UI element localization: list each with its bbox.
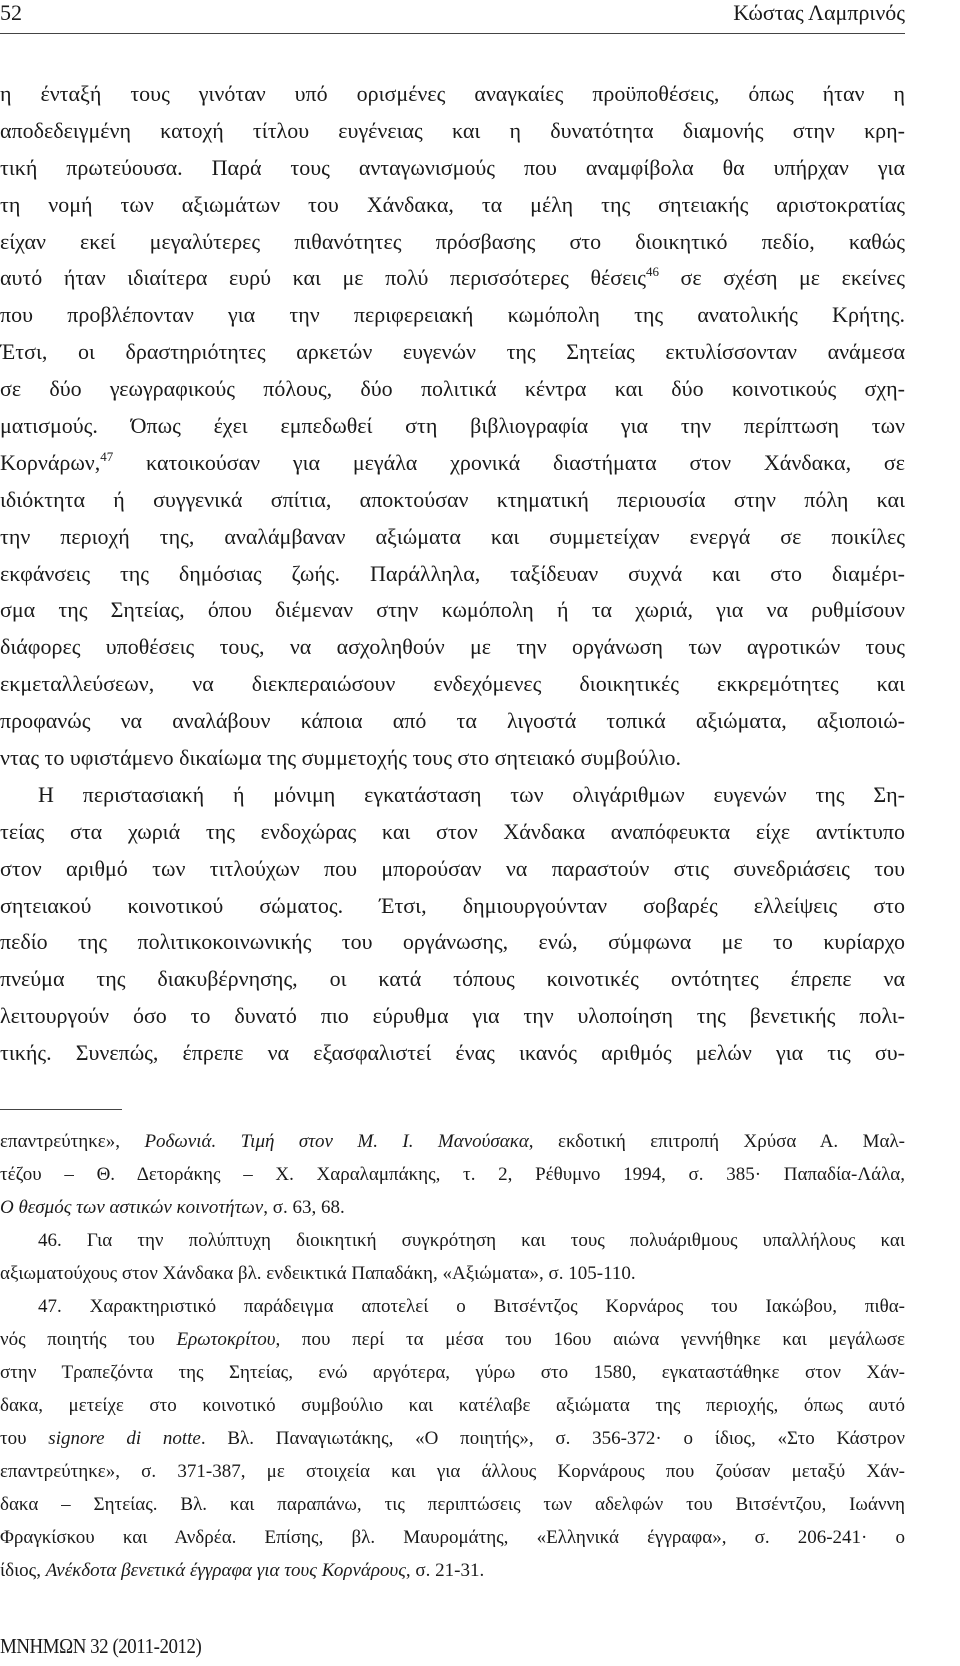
text-run: αποδεδειγμένη κατοχή τίτλου ευγένειας και η δυνατότητα διαμονής στην κρη- xyxy=(0,117,905,143)
text-run: Η περιστασιακή ή μόνιμη εγκατάσταση των ολιγάριθμων ευγενών της Ση- xyxy=(38,781,905,807)
text-run: , σ. 63, 68. xyxy=(263,1197,345,1218)
text-run: στην Τραπεζόντα της Σητείας, ενώ αργότερα, γύρω στο 1580, εγκαταστάθηκε στον Χάν- xyxy=(0,1362,905,1383)
text-run: 46. Για την πολύπτυχη διοικητική συγκρότηση και τους πολυάριθμους υπαλλήλους και xyxy=(38,1230,905,1251)
text-run: Φραγκίσκου και Ανδρέα. Επίσης, βλ. Μαυρομάτης, «Ελληνικά έγγραφα», σ. 206-241· ο xyxy=(0,1527,905,1548)
text-run: εκφάνσεις της δημόσιας ζωής. Παράλληλα, ταξίδευαν συχνά και στο διαμέρι- xyxy=(0,560,905,586)
text-run: σε σχέση με εκείνες xyxy=(658,265,905,291)
text-run: ντας το υφιστάμενο δικαίωμα της συμμετοχής τους στο σητειακό συμβούλιο. xyxy=(0,745,682,771)
text-line xyxy=(0,150,905,187)
text-line xyxy=(0,924,905,961)
text-line xyxy=(0,482,905,519)
text-run: επαντρεύτηκε», xyxy=(0,1131,145,1152)
text-line xyxy=(0,519,905,556)
text-line xyxy=(0,740,905,777)
text-line xyxy=(0,998,905,1035)
text-run: επαντρεύτηκε», σ. 371-387, με στοιχεία και για άλλους Κορνάρους που ζούσαν μεταξύ Χάν- xyxy=(0,1461,905,1482)
italic-title: signore di notte xyxy=(48,1428,201,1449)
text-run: πεδίο της πολιτικοκοινωνικής του οργάνωσης, ενώ, σύμφωνα με το κυρίαρχο xyxy=(0,929,905,955)
running-head: Κώστας Λαμπρινός xyxy=(733,0,905,25)
footnote-line xyxy=(0,1488,905,1521)
text-run: τική πρωτεύουσα. Παρά τους ανταγωνισμούς που αναμφίβολα θα υπήρχαν για xyxy=(0,154,905,180)
text-run: πνεύμα της διακυβέρνησης, οι κατά τόπους κοινοτικές οντότητες έπρεπε να xyxy=(0,966,905,992)
page-number: 52 xyxy=(0,0,22,25)
text-line xyxy=(0,629,905,666)
footnote-line xyxy=(0,1224,905,1257)
text-run: αξιωματούχους στον Χάνδακα βλ. ενδεικτικά Παπαδάκη, «Αξιώματα», σ. 105-110. xyxy=(0,1263,636,1284)
text-run: . Βλ. Παναγιωτάκης, «Ο ποιητής», σ. 356-372· ο ίδιος, «Στο Κάστρον xyxy=(200,1428,905,1449)
text-run: τικής. Συνεπώς, έπρεπε να εξασφαλιστεί ένας ικανός αριθμός μελών για τις συ- xyxy=(0,1040,905,1066)
text-run: ίδιος, xyxy=(0,1560,46,1581)
text-line xyxy=(0,445,905,482)
italic-title: Ο θεσμός των αστικών κοινοτήτων xyxy=(0,1197,264,1218)
text-line xyxy=(0,187,905,224)
footnote-line xyxy=(0,1323,905,1356)
text-run: σητειακού κοινοτικού σώματος. Έτσι, δημιουργούνταν σοβαρές ελλείψεις στο xyxy=(0,892,905,918)
footnote-line xyxy=(0,1257,905,1290)
footnotes xyxy=(0,1125,905,1587)
text-run: 47. Χαρακτηριστικό παράδειγμα αποτελεί ο Βιτσέντζος Κορνάρος του Ιακώβου, πιθα- xyxy=(38,1296,905,1317)
text-line xyxy=(0,961,905,998)
body-text xyxy=(0,76,905,1072)
footnote-separator xyxy=(0,1109,122,1110)
footnote-line xyxy=(0,1158,905,1191)
text-run: ματισμούς. Όπως έχει εμπεδωθεί στη βιβλιογραφία για την περίπτωση των xyxy=(0,413,905,439)
footnote-line xyxy=(0,1389,905,1422)
text-line xyxy=(0,334,905,371)
text-line xyxy=(0,666,905,703)
text-run: , σ. 21-31. xyxy=(405,1560,485,1581)
italic-title: Ερωτοκρίτου xyxy=(176,1329,276,1350)
footnote-reference: 46 xyxy=(645,264,659,280)
text-run: η ένταξή τους γινόταν υπό ορισμένες αναγκαίες προϋποθέσεις, όπως ήταν η xyxy=(0,81,905,106)
text-run: λειτουργούν όσο το δυνατό πιο εύρυθμα για την υλοποίηση της βενετικής πολι- xyxy=(0,1003,905,1029)
text-line xyxy=(0,1035,905,1072)
text-run: στον αριθμό των τιτλούχων που μπορούσαν να παραστούν στις συνεδριάσεις του xyxy=(0,855,905,881)
text-run: διάφορες υποθέσεις τους, να ασχοληθούν με την οργάνωση των αγροτικών τους xyxy=(0,634,905,660)
text-line xyxy=(0,297,905,334)
text-line xyxy=(0,408,905,445)
text-line xyxy=(0,888,905,925)
text-run: δακα – Σητείας. Βλ. και παραπάνω, τις περιπτώσεις των αδελφών του Βιτσέντζου, Ιωάννη xyxy=(0,1494,905,1515)
footnote-reference: 47 xyxy=(100,448,114,464)
italic-title: Ανέκδοτα βενετικά έγγραφα για τους Κορνάρους xyxy=(45,1560,406,1581)
text-line xyxy=(0,113,905,150)
footnote-line xyxy=(0,1455,905,1488)
footnote-line xyxy=(0,1422,905,1455)
text-run: τη νομή των αξιωμάτων του Χάνδακα, τα μέλη της σητειακής αριστοκρατίας xyxy=(0,191,905,217)
italic-title: Ροδωνιά. Τιμή στον Μ. Ι. Μανούσακα xyxy=(144,1131,529,1152)
text-run: προφανώς να αναλάβουν κάποια από τα λιγοστά τοπικά αξιώματα, αξιοποιώ- xyxy=(0,708,905,734)
text-run: εκμεταλλεύσεων, να διεκπεραιώσουν ενδεχόμενες διοικητικές εκκρεμότητες και xyxy=(0,671,905,697)
text-run: σμα της Σητείας, όπου διέμεναν στην κωμόπολη ή τα χωριά, για να ρυθμίσουν xyxy=(0,597,905,623)
text-line xyxy=(0,371,905,408)
text-run: , που περί τα μέσα του 16ου αιώνα γεννήθηκε και μεγάλωσε xyxy=(275,1329,905,1350)
text-run: είχαν εκεί μεγαλύτερες πιθανότητες πρόσβασης στο διοικητικό πεδίο, καθώς xyxy=(0,228,905,254)
text-run: τέζου – Θ. Δετοράκης – Χ. Χαραλαμπάκης, τ. 2, Ρέθυμνο 1994, σ. 385· Παπαδία-Λάλα, xyxy=(0,1164,905,1185)
footnote-line xyxy=(0,1290,905,1323)
text-run: , εκδοτική επιτροπή Χρύσα Α. Μαλ- xyxy=(528,1131,905,1152)
text-line xyxy=(0,76,905,113)
text-run: ιδιόκτητα ή συγγενικά σπίτια, αποκτούσαν κτηματική περιουσία στην πόλη και xyxy=(0,486,905,512)
text-run: κατοικούσαν για μεγάλα χρονικά διαστήματα στον Χάνδακα, σε xyxy=(113,449,905,475)
footnote-line xyxy=(0,1125,905,1158)
text-run: του xyxy=(0,1428,49,1449)
footnote-line xyxy=(0,1521,905,1554)
text-line xyxy=(0,851,905,888)
text-run: αυτό ήταν ιδιαίτερα ευρύ και με πολύ περισσότερες θέσεις xyxy=(0,265,646,291)
text-line xyxy=(0,224,905,261)
text-run: την περιοχή της, αναλάμβαναν αξιώματα και συμμετείχαν ενεργά σε ποικίλες xyxy=(0,523,905,549)
text-line xyxy=(0,556,905,593)
footnote-line xyxy=(0,1554,905,1587)
header-rule xyxy=(0,33,905,34)
text-run: σε δύο γεωγραφικούς πόλους, δύο πολιτικά κέντρα και δύο κοινοτικούς σχη- xyxy=(0,376,905,402)
text-line xyxy=(0,814,905,851)
text-run: Κορνάρων, xyxy=(0,449,101,475)
journal-footer: ΜΝΗΜΩΝ 32 (2011-2012) xyxy=(0,1634,202,1658)
text-run: δακα, μετείχε στο κοινοτικό συμβούλιο και κατέλαβε αξιώματα της περιοχής, όπως αυτό xyxy=(0,1395,905,1416)
text-run: που προβλέπονταν για την περιφερειακή κωμόπολη της ανατολικής Κρήτης. xyxy=(0,302,905,328)
text-line xyxy=(0,777,905,814)
footnote-line xyxy=(0,1356,905,1389)
text-line xyxy=(0,260,905,297)
text-line xyxy=(0,703,905,740)
text-run: νός ποιητής του xyxy=(0,1329,177,1350)
text-run: τείας στα χωριά της ενδοχώρας και στον Χάνδακα αναπόφευκτα είχε αντίκτυπο xyxy=(0,818,905,844)
text-run: Έτσι, οι δραστηριότητες αρκετών ευγενών της Σητείας εκτυλίσσονταν ανάμεσα xyxy=(0,339,905,365)
text-line xyxy=(0,592,905,629)
footnote-line xyxy=(0,1191,905,1224)
